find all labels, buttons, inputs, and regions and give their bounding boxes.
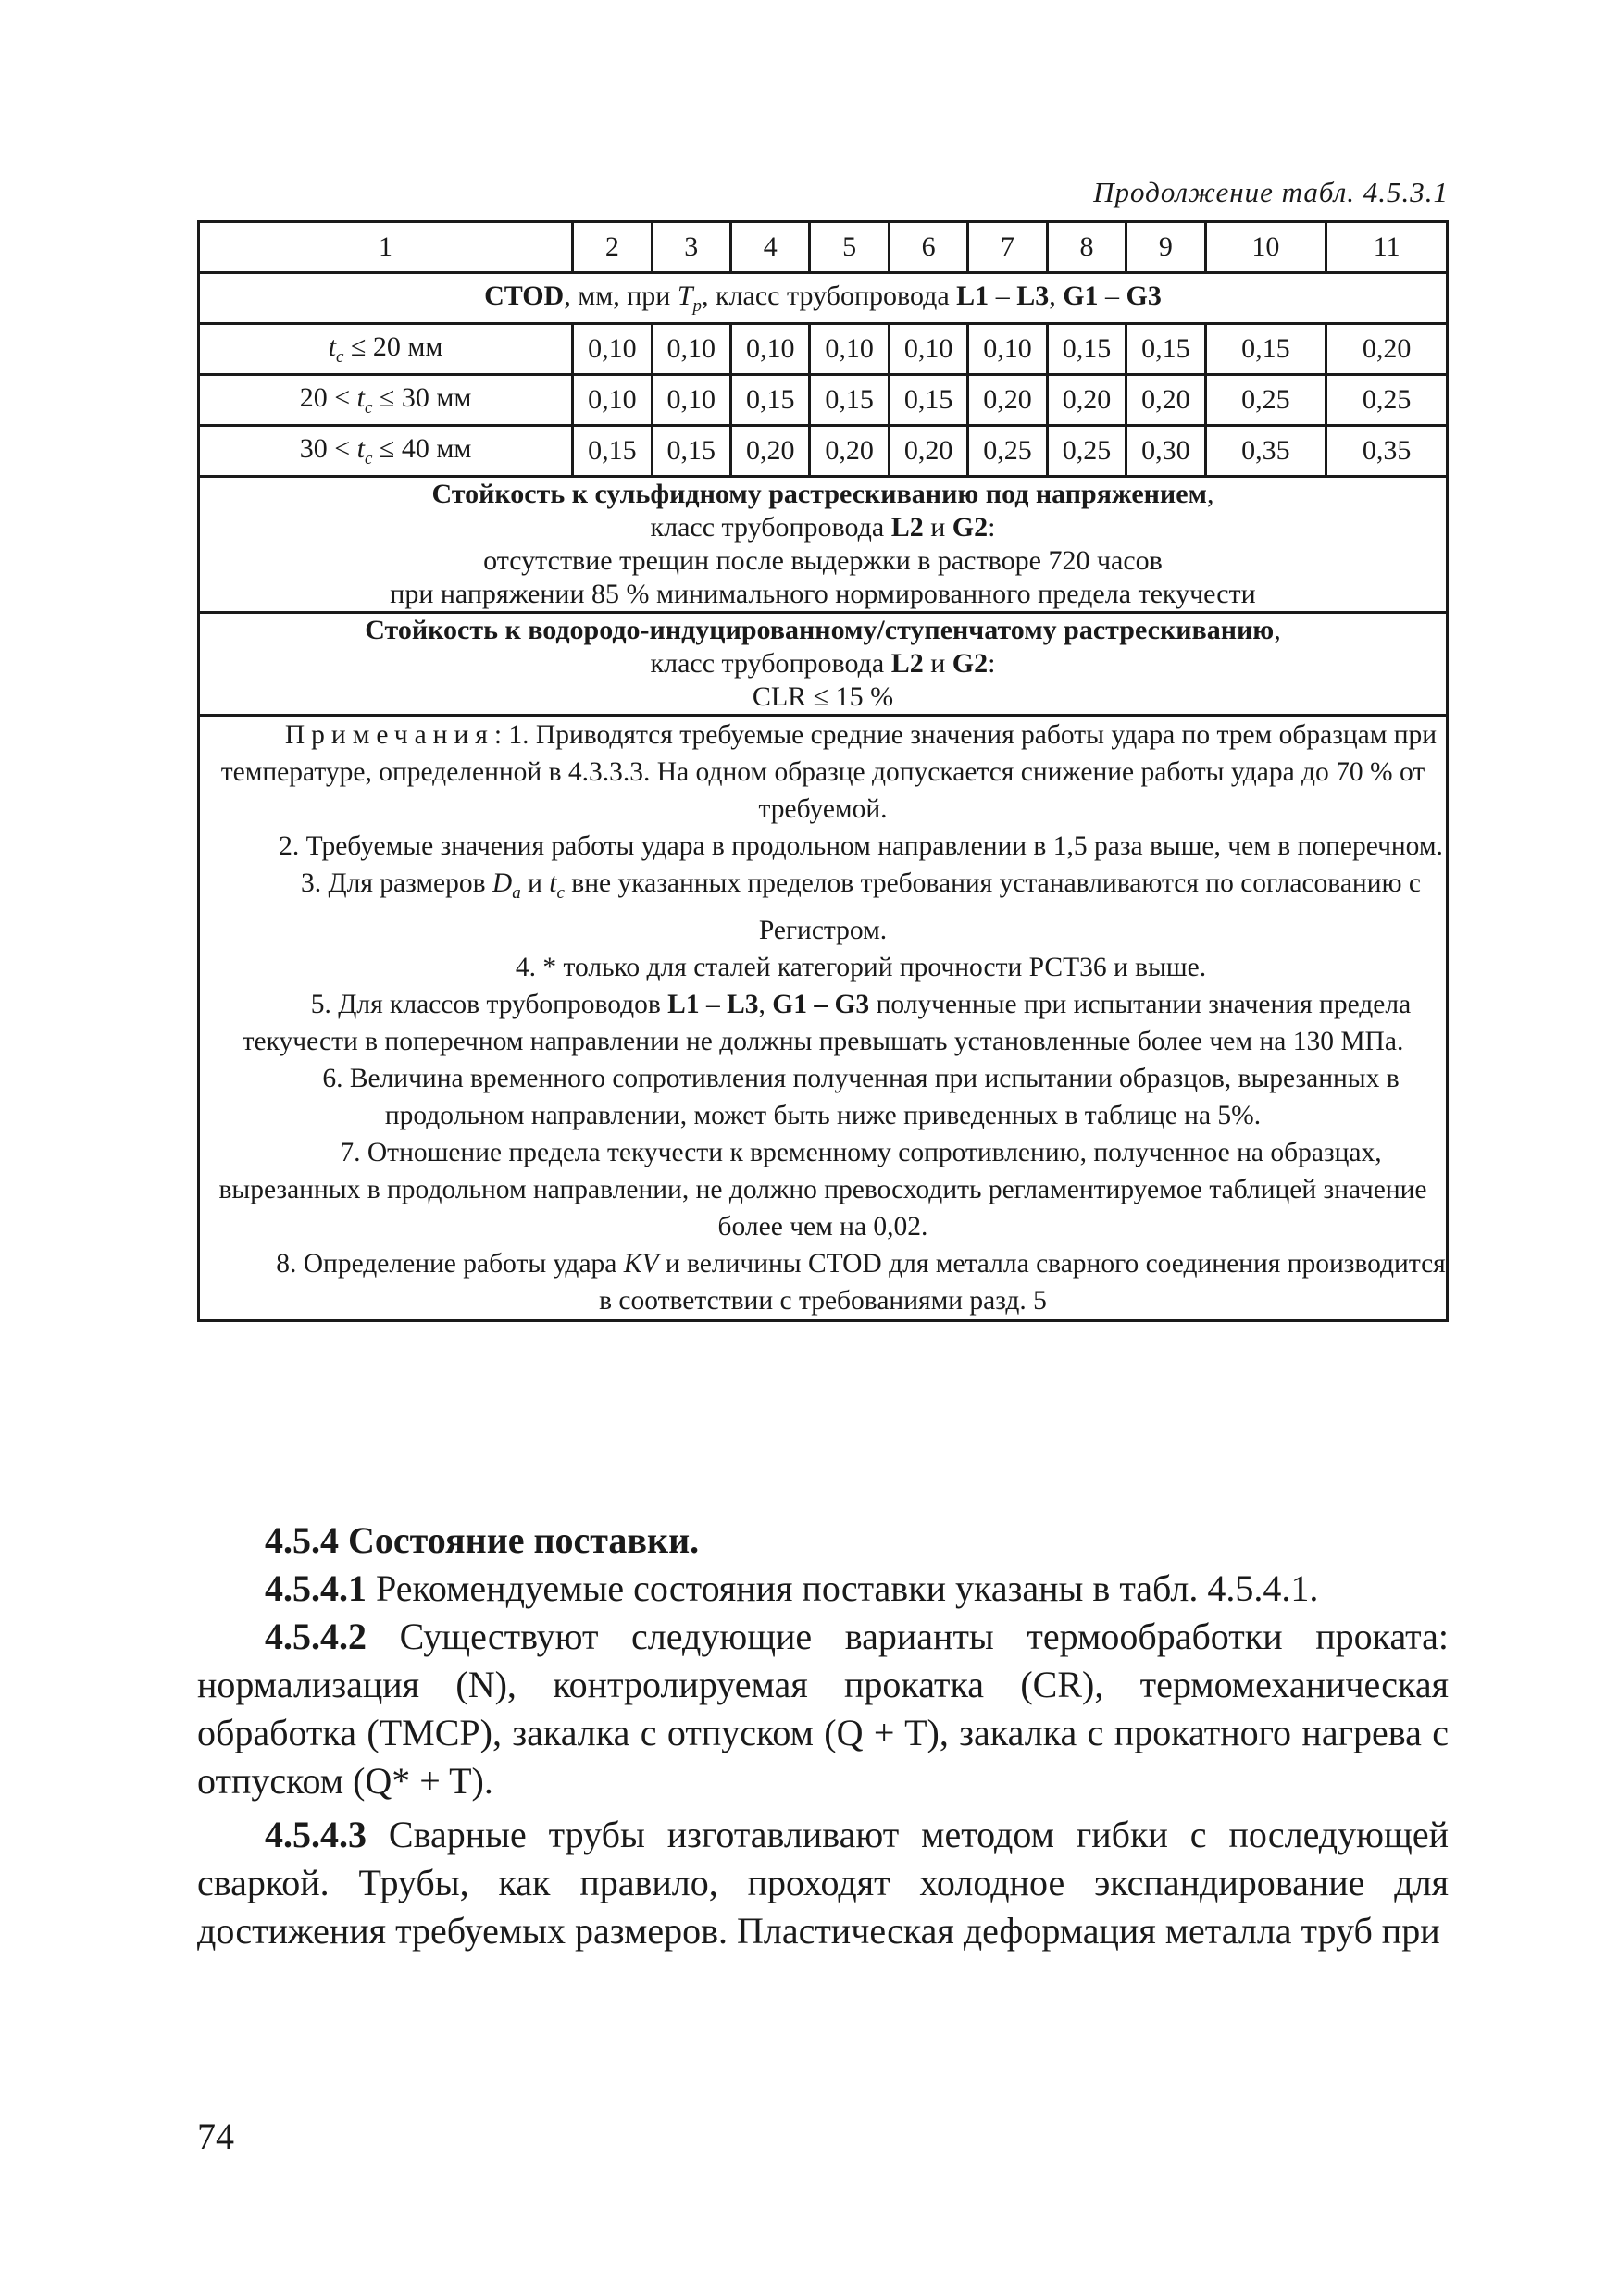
table-cell: 0,20 <box>889 426 967 477</box>
table-cell: 0,25 <box>1205 375 1326 426</box>
table-cell: 0,25 <box>968 426 1047 477</box>
table-cell: 0,15 <box>1047 324 1126 375</box>
notes-block <box>199 716 1448 1321</box>
ctod-title-row <box>199 273 1448 324</box>
ctod-title: CTOD, мм, при $T_p$, класс трубопровода L1 – L3, G1 – G3 <box>199 273 1448 324</box>
table-cell: 0,10 <box>573 324 652 375</box>
paragraph: 4.5.4.1 Рекомендуемые состояния поставки указаны в табл. 4.5.4.1. <box>265 1567 1319 1609</box>
body-text <box>197 1516 1449 1955</box>
header-cell: 2 <box>573 222 652 273</box>
table-cell: 0,15 <box>889 375 967 426</box>
table-row <box>199 324 1448 375</box>
table-cell: 0,15 <box>1205 324 1326 375</box>
requirements-table <box>197 220 1449 1322</box>
note-7: 7. Отношение предела текучести к временному сопротивлению, полученное на образцах, вырезанных в продольном направлении, не должно превосходить регламентируемое таблицей значение более чем на 0,02. <box>218 1138 1427 1242</box>
header-cell: 3 <box>652 222 730 273</box>
table-cell: 0,20 <box>1326 324 1448 375</box>
paragraph: 4.5.4.2 Существуют следующие варианты термообработки проката: нормализация (N), контролируемая прокатка (CR), термомеханическая обработка (TMCP), закалка с отпуском (Q + T), закалка с прокатного нагрева с отпуском (Q* + T). <box>197 1616 1449 1802</box>
table-caption: Продолжение табл. 4.5.3.1 <box>1093 176 1449 208</box>
table-cell: 0,10 <box>889 324 967 375</box>
table-row <box>199 375 1448 426</box>
note-1: Примечания: 1. Приводятся требуемые средние значения работы удара по трем образцам при температуре, определенной в 4.3.3.3. На одном образце допускается снижение работы удара до 70 % от требуемой. <box>220 720 1438 824</box>
header-cell: 6 <box>889 222 967 273</box>
table-cell: 0,10 <box>652 375 730 426</box>
note-4: 4. * только для сталей категорий прочности РСТ36 и выше. <box>515 953 1207 982</box>
table-cell: 0,10 <box>652 324 730 375</box>
table-cell: 0,15 <box>810 375 889 426</box>
header-cell: 11 <box>1326 222 1448 273</box>
note-3: 3. Для размеров $D_a$ и $t_c$ вне указанных пределов требования устанавливаются по согласованию с Регистром. <box>300 868 1422 945</box>
table-cell: 0,10 <box>730 324 809 375</box>
table-cell: 0,20 <box>730 426 809 477</box>
ssc-row <box>199 477 1448 613</box>
table-cell: 0,20 <box>1047 375 1126 426</box>
header-cell: 4 <box>730 222 809 273</box>
table-cell: 0,25 <box>1326 375 1448 426</box>
table-cell: 0,25 <box>1047 426 1126 477</box>
table-cell: 0,15 <box>652 426 730 477</box>
notes-row <box>199 716 1448 1321</box>
hic-block: Стойкость к водородо-индуцированному/ступенчатому растрескиванию, класс трубопровода L2 и G2: CLR ≤ 15 % <box>199 613 1448 716</box>
table-cell: 0,20 <box>810 426 889 477</box>
header-row <box>199 222 1448 273</box>
hic-row <box>199 613 1448 716</box>
table-cell: 0,15 <box>1126 324 1205 375</box>
note-2: 2. Требуемые значения работы удара в продольном направлении в 1,5 раза выше, чем в поперечном. <box>279 831 1443 861</box>
note-5: 5. Для классов трубопроводов L1 – L3, G1 – G3 полученные при испытании значения предела текучести в поперечном направлении не должны превышать установленные более чем на 130 МПа. <box>242 990 1412 1056</box>
header-cell: 10 <box>1205 222 1326 273</box>
header-cell: 8 <box>1047 222 1126 273</box>
row-label: $t_c \le 20$ мм <box>199 324 573 375</box>
header-cell: 7 <box>968 222 1047 273</box>
header-cell: 5 <box>810 222 889 273</box>
table-cell: 0,35 <box>1326 426 1448 477</box>
page-number: 74 <box>197 2115 234 2157</box>
section-heading: 4.5.4 Состояние поставки. <box>265 1519 700 1561</box>
table-row <box>199 426 1448 477</box>
table-cell: 0,30 <box>1126 426 1205 477</box>
note-8: 8. Определение работы удара KV и величины CTOD для металла сварного соединения производится в соответствии с требованиями разд. 5 <box>276 1249 1446 1316</box>
ssc-block: Стойкость к сульфидному растрескиванию под напряжением, класс трубопровода L2 и G2: отсутствие трещин после выдержки в растворе 720 часов при напряжении 85 % минимального нормированного предела текучести <box>199 477 1448 613</box>
table-cell: 0,20 <box>1126 375 1205 426</box>
note-6: 6. Величина временного сопротивления полученная при испытании образцов, вырезанных в продольном направлении, может быть ниже приведенных в таблице на 5%. <box>322 1064 1400 1130</box>
table-cell: 0,15 <box>573 426 652 477</box>
row-label: $30 < t_c \le 40$ мм <box>199 426 573 477</box>
table-cell: 0,35 <box>1205 426 1326 477</box>
table-cell: 0,10 <box>810 324 889 375</box>
table-cell: 0,20 <box>968 375 1047 426</box>
header-cell: 9 <box>1126 222 1205 273</box>
header-cell: 1 <box>199 222 573 273</box>
table-cell: 0,15 <box>730 375 809 426</box>
row-label: $20 < t_c \le 30$ мм <box>199 375 573 426</box>
table-cell: 0,10 <box>968 324 1047 375</box>
paragraph: 4.5.4.3 Сварные трубы изготавливают методом гибки с последующей сваркой. Трубы, как правило, проходят холодное экспандирование для достижения требуемых размеров. Пластическая деформация металла труб при <box>197 1814 1449 1952</box>
table-cell: 0,10 <box>573 375 652 426</box>
